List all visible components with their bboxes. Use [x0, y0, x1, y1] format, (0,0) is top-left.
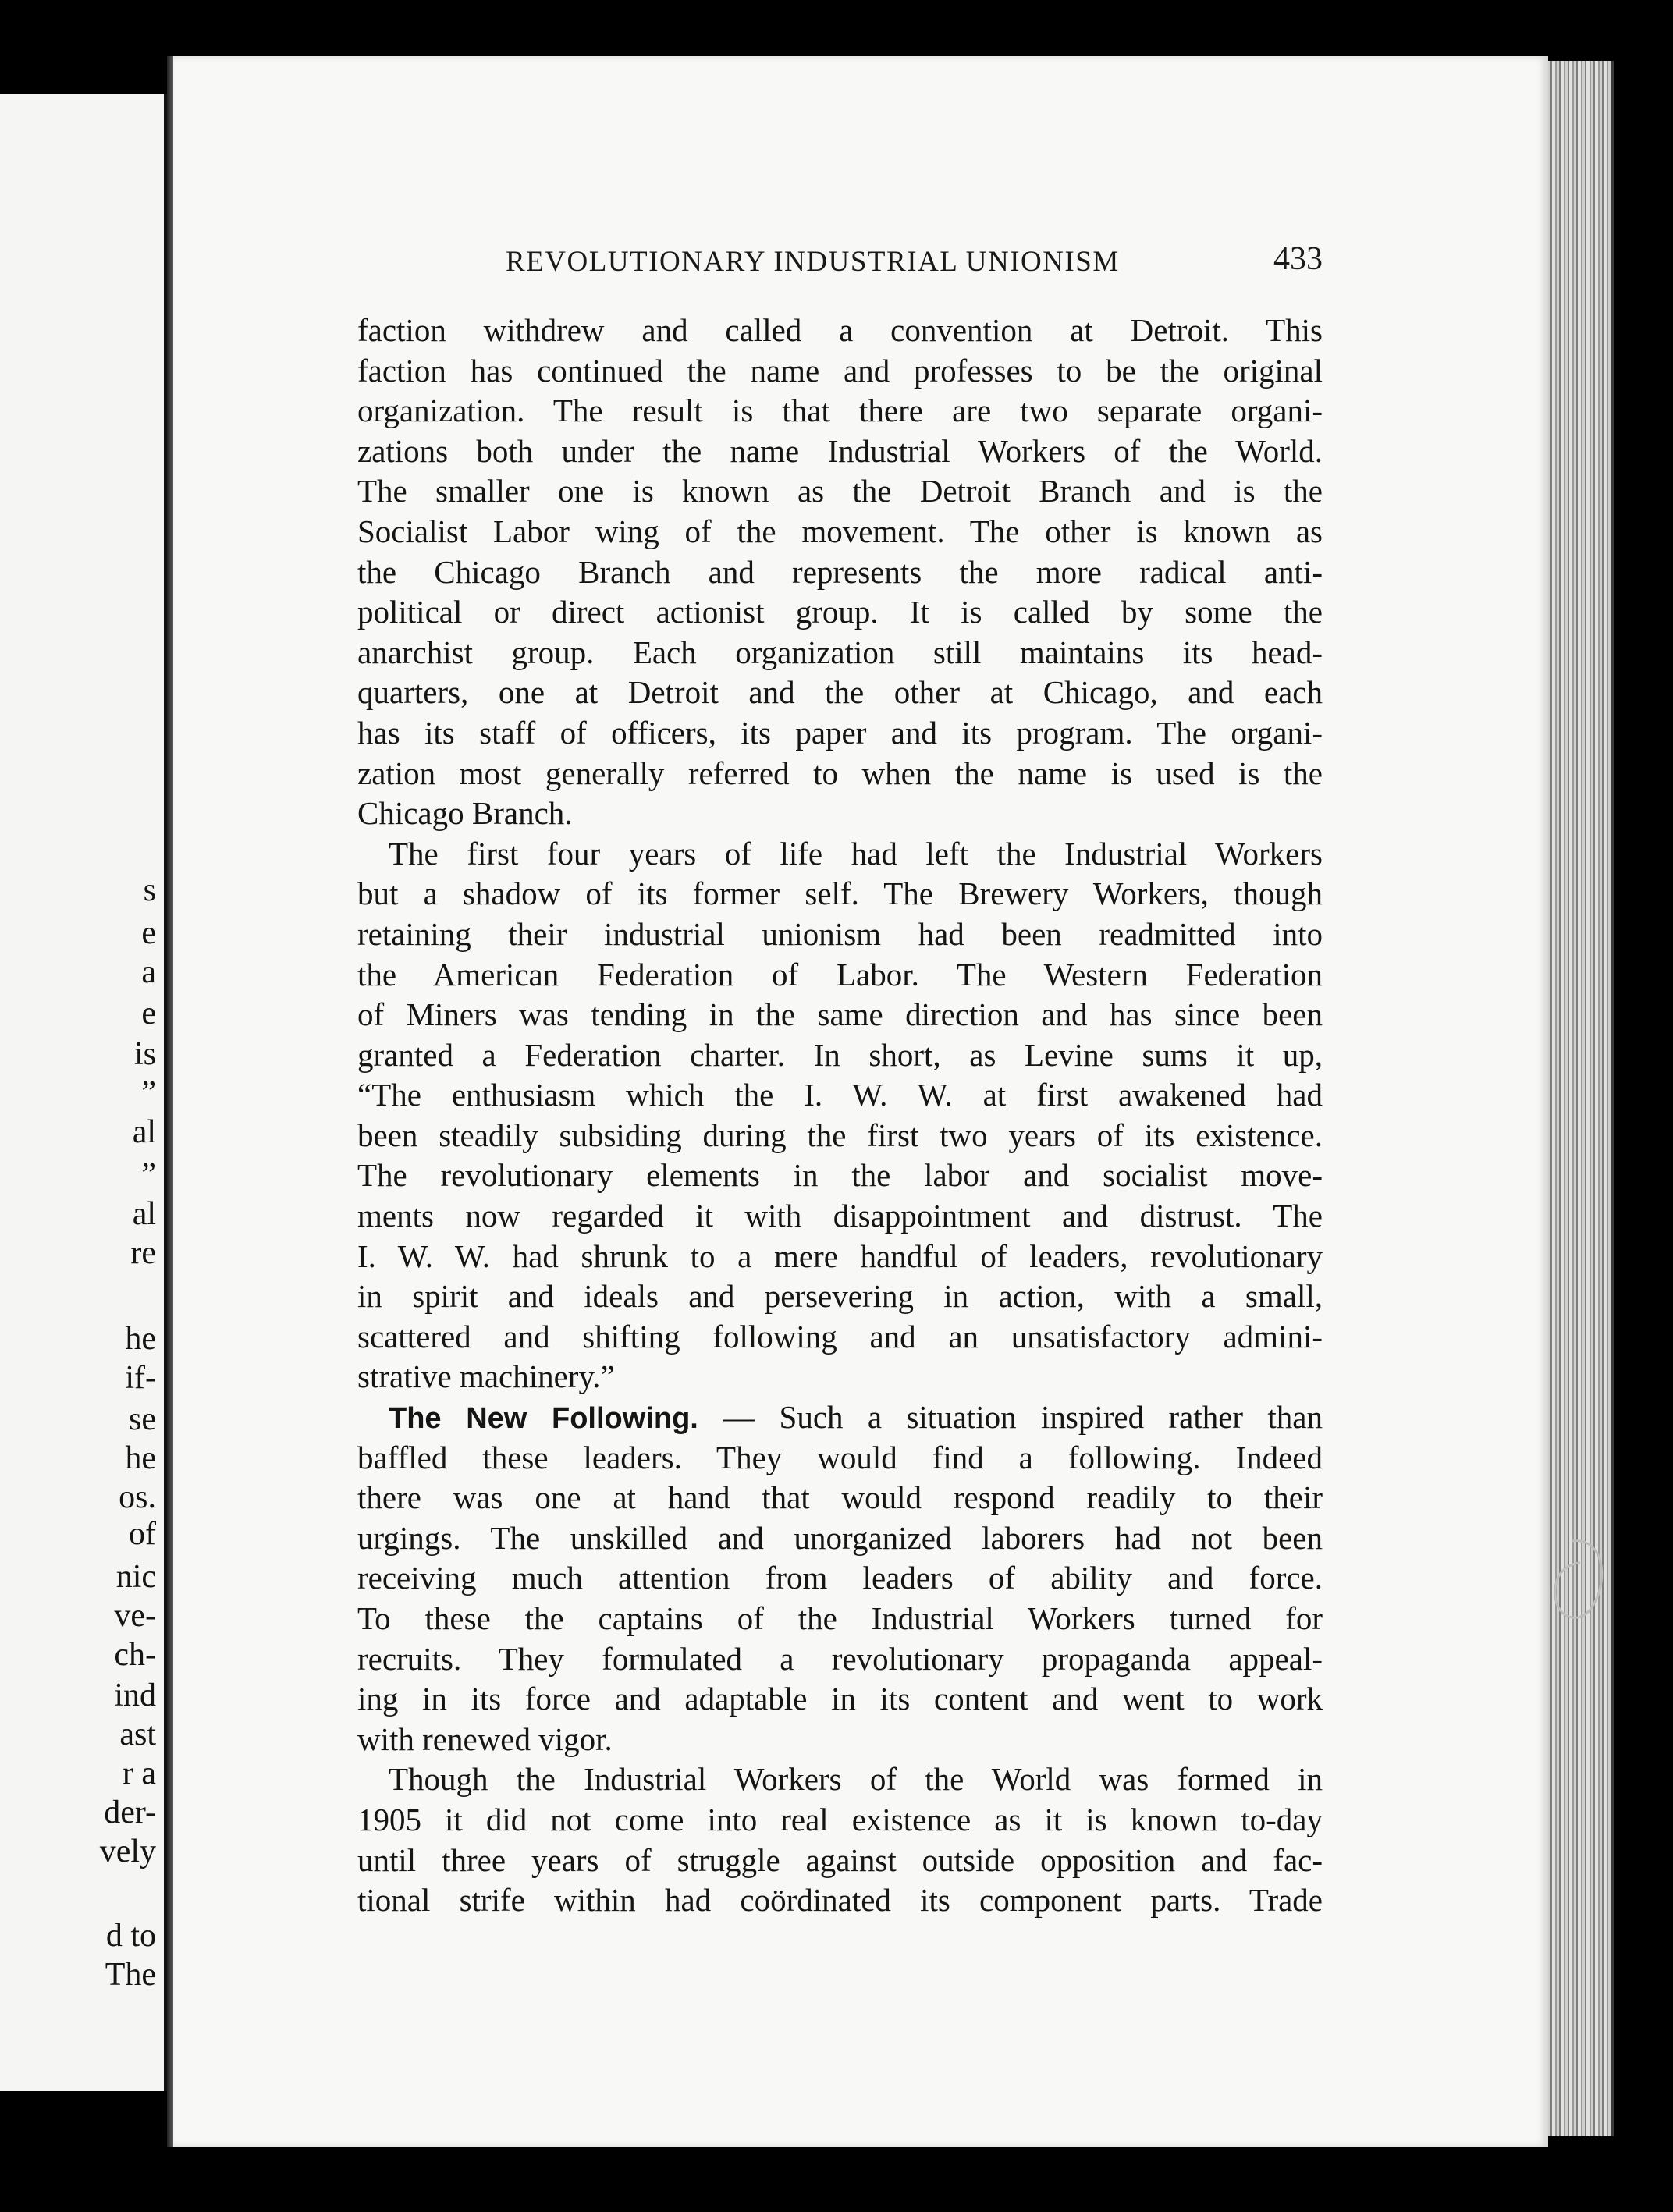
text-line: of Miners was tending in the same direction and has since been [357, 996, 1323, 1033]
previous-page-fragment-text: ” [141, 1075, 156, 1111]
text-line: has its staff of officers, its paper and its program. The organi- [357, 714, 1323, 751]
previous-page-fragment-text: s [143, 872, 156, 908]
previous-page-fragment-text: The [105, 1957, 156, 1993]
body-text [357, 311, 1323, 1921]
previous-page-fragment-text: of [129, 1516, 156, 1552]
previous-page-fragment-text: ve- [114, 1598, 156, 1634]
running-title: REVOLUTIONARY INDUSTRIAL UNIONISM [506, 246, 1120, 278]
text-line: until three years of struggle against outside opposition and fac- [357, 1841, 1323, 1878]
text-line: strative machinery.” [357, 1358, 615, 1395]
previous-page-fragment-text: ind [114, 1678, 156, 1713]
text-line: zations both under the name Industrial Workers of the World. [357, 432, 1323, 469]
running-header [506, 240, 1323, 284]
text-line: with renewed vigor. [357, 1720, 613, 1757]
previous-page-fragment-text: os. [119, 1479, 156, 1515]
previous-page-fragment-text: ast [119, 1717, 156, 1752]
previous-page-fragment-text: se [129, 1401, 156, 1437]
previous-page-line-endings [70, 765, 156, 2013]
previous-page-fragment-text: if- [125, 1360, 156, 1396]
previous-page-fragment-text: ch- [114, 1637, 156, 1673]
paragraph-4 [357, 1759, 1323, 1920]
text-line: tional strife within had coördinated its component parts. Trade [357, 1882, 1323, 1919]
paragraph-1 [357, 311, 1323, 834]
page-number: 433 [1273, 241, 1323, 277]
text-line: granted a Federation charter. In short, as Levine sums it up, [357, 1036, 1323, 1073]
previous-page-fragment [0, 94, 169, 2091]
text-line [357, 1397, 1323, 1438]
pencil-mark [1549, 1533, 1611, 1635]
text-line: political or direct actionist group. It is called by some the [357, 594, 1323, 630]
text-line: receiving much attention from leaders of ability and force. [357, 1560, 1323, 1596]
text-line: Chicago Branch. [357, 795, 573, 832]
paragraph-2 [357, 834, 1323, 1397]
text-line: ments now regarded it with disappointment and distrust. The [357, 1198, 1323, 1234]
previous-page-fragment-text: he [125, 1440, 156, 1476]
text-line: Though the Industrial Workers of the World was formed in [389, 1761, 1323, 1798]
text-line: there was one at hand that would respond readily to their [357, 1479, 1323, 1516]
previous-page-fragment-text: ” [141, 1157, 156, 1193]
previous-page-fragment-text: he [125, 1321, 156, 1357]
section-heading: The New Following. [389, 1402, 698, 1436]
previous-page-fragment-text: vely [99, 1834, 156, 1869]
text-line: “The enthusiasm which the I. W. W. at first awakened had [357, 1077, 1323, 1113]
text-line: but a shadow of its former self. The Brewery Workers, though [357, 875, 1323, 912]
text-line: To these the captains of the Industrial Workers turned for [357, 1600, 1323, 1636]
previous-page-fragment-text: r a [122, 1756, 156, 1791]
page-edges [1548, 61, 1614, 2136]
text-line: the American Federation of Labor. The Western Federation [357, 956, 1323, 992]
text-line: the Chicago Branch and represents the more radical anti- [357, 553, 1323, 590]
previous-page-fragment-text: d to [105, 1918, 156, 1954]
text-line: been steadily subsiding during the first two years of its existence. [357, 1117, 1323, 1153]
text-line: zation most generally referred to when the name is used is the [357, 754, 1323, 791]
previous-page-fragment-text: e [141, 915, 156, 951]
previous-page-fragment-text: a [141, 954, 156, 990]
previous-page-fragment-text: der- [104, 1795, 156, 1830]
text-line: organization. The result is that there are two separate organi- [357, 392, 1323, 429]
text-line: 1905 it did not come into real existence as it is known to-day [357, 1801, 1323, 1837]
text-line: I. W. W. had shrunk to a mere handful of leaders, revolutionary [357, 1237, 1323, 1274]
text-line: The revolutionary elements in the labor and socialist move- [357, 1157, 1323, 1194]
text-line: in spirit and ideals and persevering in action, with a small, [357, 1278, 1323, 1315]
previous-page-fragment-text: re [130, 1235, 156, 1271]
text-line: baffled these leaders. They would find a following. Indeed [357, 1439, 1323, 1475]
paragraph-3 [357, 1397, 1323, 1759]
text-line: faction has continued the name and professes to be the original [357, 352, 1323, 389]
previous-page-fragment-text: is [133, 1036, 156, 1072]
heading-continuation: — Such a situation inspired rather than [698, 1399, 1323, 1436]
text-line: urgings. The unskilled and unorganized laborers had not been [357, 1519, 1323, 1556]
text-line: scattered and shifting following and an unsatisfactory admini- [357, 1318, 1323, 1355]
text-line: The smaller one is known as the Detroit Branch and is the [357, 473, 1323, 510]
text-line: retaining their industrial unionism had been readmitted into [357, 915, 1323, 952]
text-line: ing in its force and adaptable in its content and went to work [357, 1681, 1323, 1717]
previous-page-fragment-text: nic [115, 1559, 156, 1595]
previous-page-fragment-text: al [132, 1196, 156, 1232]
text-line: recruits. They formulated a revolutionary propaganda appeal- [357, 1640, 1323, 1677]
text-line: Socialist Labor wing of the movement. The other is known as [357, 513, 1323, 549]
previous-page-fragment-text: e [141, 996, 156, 1031]
text-line: anarchist group. Each organization still maintains its head- [357, 634, 1323, 670]
text-line: faction withdrew and called a convention at Detroit. This [357, 312, 1323, 348]
text-line: quarters, one at Detroit and the other at Chicago, and each [357, 674, 1323, 711]
text-line: The first four years of life had left the Industrial Workers [389, 835, 1323, 872]
previous-page-fragment-text: al [132, 1114, 156, 1150]
